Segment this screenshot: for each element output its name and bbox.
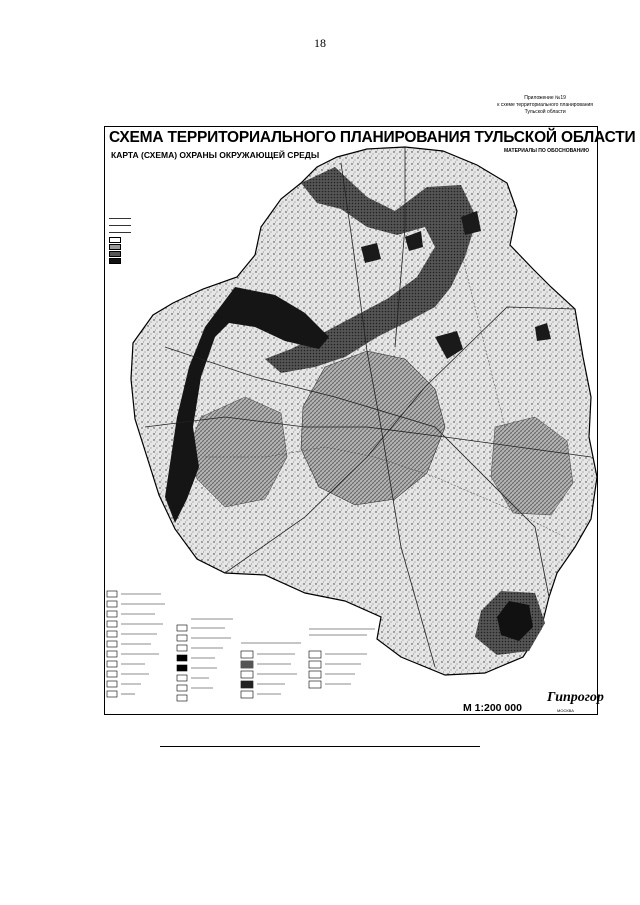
appendix-line-3: Тульской области — [524, 109, 566, 115]
logo-city: МОСКВА — [557, 708, 574, 713]
map-title: СХЕМА ТЕРРИТОРИАЛЬНОГО ПЛАНИРОВАНИЯ ТУЛЬСКОЙ ОБЛАСТИ — [109, 129, 636, 146]
legend-swatch — [109, 258, 121, 264]
legend-row — [109, 250, 159, 257]
legend-swatch — [109, 237, 121, 243]
appendix-line-1: Приложение №19 — [524, 95, 566, 101]
legend-row — [109, 243, 159, 250]
legend-top — [109, 215, 159, 264]
map-scale: М 1:200 000 — [463, 702, 522, 714]
legend-line-symbol — [109, 218, 131, 219]
map-subtitle: КАРТА (СХЕМА) ОХРАНЫ ОКРУЖАЮЩЕЙ СРЕДЫ — [111, 150, 320, 160]
page-number: 18 — [314, 36, 326, 50]
materials-label: МАТЕРИАЛЫ ПО ОБОСНОВАНИЮ — [504, 148, 589, 154]
legend-row — [109, 236, 159, 243]
legend-line-symbol — [109, 232, 131, 233]
legend-row — [109, 222, 159, 229]
map-sheet — [104, 126, 636, 715]
legend-row — [109, 229, 159, 236]
appendix-line-2: к схеме территориального планирования — [497, 102, 593, 108]
legend-row — [109, 257, 159, 264]
legend-bottom — [105, 589, 435, 709]
appendix-note — [497, 95, 593, 116]
page-divider — [160, 746, 480, 747]
legend-row — [109, 215, 159, 222]
legend-line-symbol — [109, 225, 131, 226]
legend-swatch — [109, 244, 121, 250]
giprogor-logo: Гипрогор — [547, 690, 604, 705]
legend-swatch — [109, 251, 121, 257]
